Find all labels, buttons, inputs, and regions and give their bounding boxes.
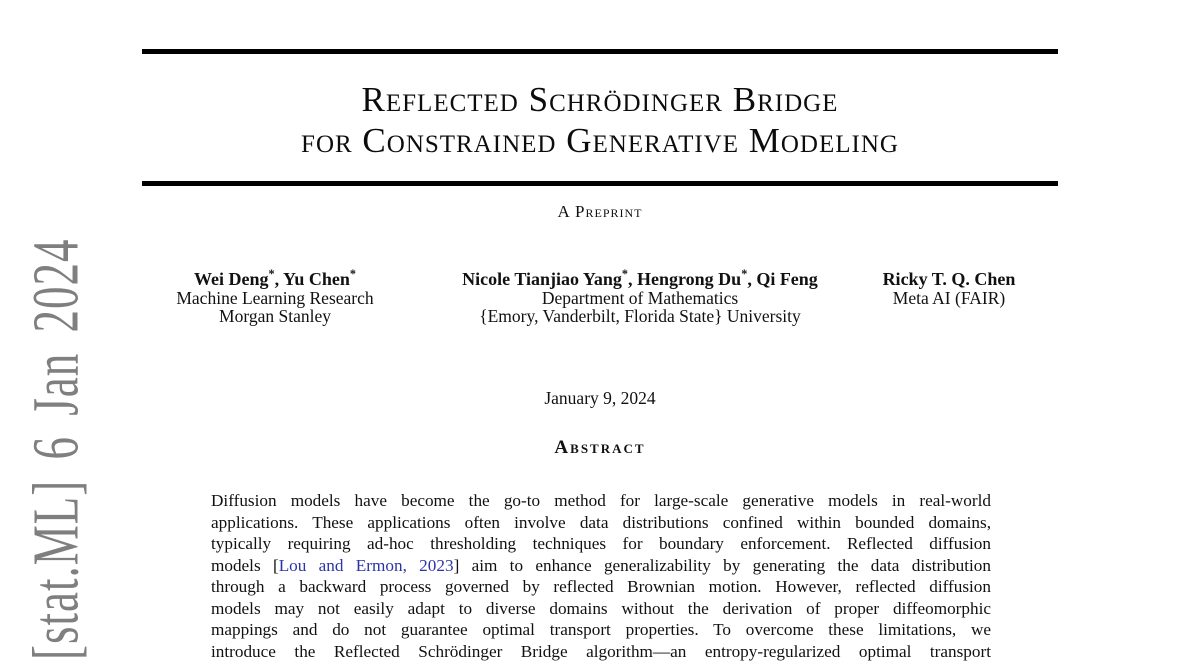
author-name-text: , Yu Chen <box>275 269 350 289</box>
author-affiliation: Meta AI (FAIR) <box>789 289 1109 308</box>
abstract-line: Diffusion models have become the go-to method for large-scale generative models in real-world <box>211 490 991 512</box>
citation-link-lou-ermon-2023[interactable]: Lou and Ermon, 2023 <box>279 556 454 575</box>
author-name-text: Nicole Tianjiao Yang <box>462 269 622 289</box>
abstract-line: mappings and do not guarantee optimal transport properties. To overcome these limitations, we <box>211 619 991 641</box>
paper-title <box>142 79 1058 161</box>
paper-title-line-1: Reflected Schrödinger Bridge <box>142 79 1058 120</box>
title-rule-bottom <box>142 181 1058 186</box>
abstract-text: models [ <box>211 556 279 575</box>
abstract-line: applications. These applications often involve data distributions confined within bounded domains, <box>211 512 991 534</box>
author-affiliation: Machine Learning Research <box>115 289 435 308</box>
paper-date: January 9, 2024 <box>0 388 1200 409</box>
author-affiliation: Department of Mathematics <box>410 289 870 308</box>
author-footnote-asterisk: * <box>269 267 275 281</box>
title-rule-top <box>142 49 1058 54</box>
author-footnote-asterisk: * <box>741 267 747 281</box>
paper-title-line-2: for Constrained Generative Modeling <box>142 120 1058 161</box>
abstract-line: introduce the Reflected Schrödinger Bridge algorithm—an entropy-regularized optimal transport <box>211 641 991 662</box>
author-name-text: , Qi Feng <box>747 269 818 289</box>
author-name-text: Ricky T. Q. Chen <box>883 269 1016 289</box>
abstract-text: ] aim to enhance generalizability by generating the data distribution <box>454 556 991 575</box>
arxiv-stamp: [stat.ML] 6 Jan 2024 <box>24 239 89 660</box>
abstract-line: typically requiring ad-hoc thresholding techniques for boundary enforcement. Reflected diffusion <box>211 533 991 555</box>
author-footnote-asterisk: * <box>350 267 356 281</box>
abstract-line-with-citation <box>211 555 991 577</box>
abstract-body <box>211 490 991 662</box>
author-name-text: , Hengrong Du <box>628 269 741 289</box>
abstract-line: models may not easily adapt to diverse domains without the derivation of proper diffeomorphic <box>211 598 991 620</box>
author-affiliation: {Emory, Vanderbilt, Florida State} University <box>410 307 870 326</box>
abstract-line: through a backward process governed by reflected Brownian motion. However, reflected diffusion <box>211 576 991 598</box>
author-name-text: Wei Deng <box>194 269 269 289</box>
author-footnote-asterisk: * <box>622 267 628 281</box>
author-block-1 <box>115 270 435 326</box>
author-names-1 <box>115 270 435 289</box>
author-affiliation: Morgan Stanley <box>115 307 435 326</box>
author-block-3 <box>789 270 1109 307</box>
author-names-3 <box>789 270 1109 289</box>
preprint-label: A Preprint <box>0 202 1200 222</box>
abstract-heading: Abstract <box>0 437 1200 459</box>
